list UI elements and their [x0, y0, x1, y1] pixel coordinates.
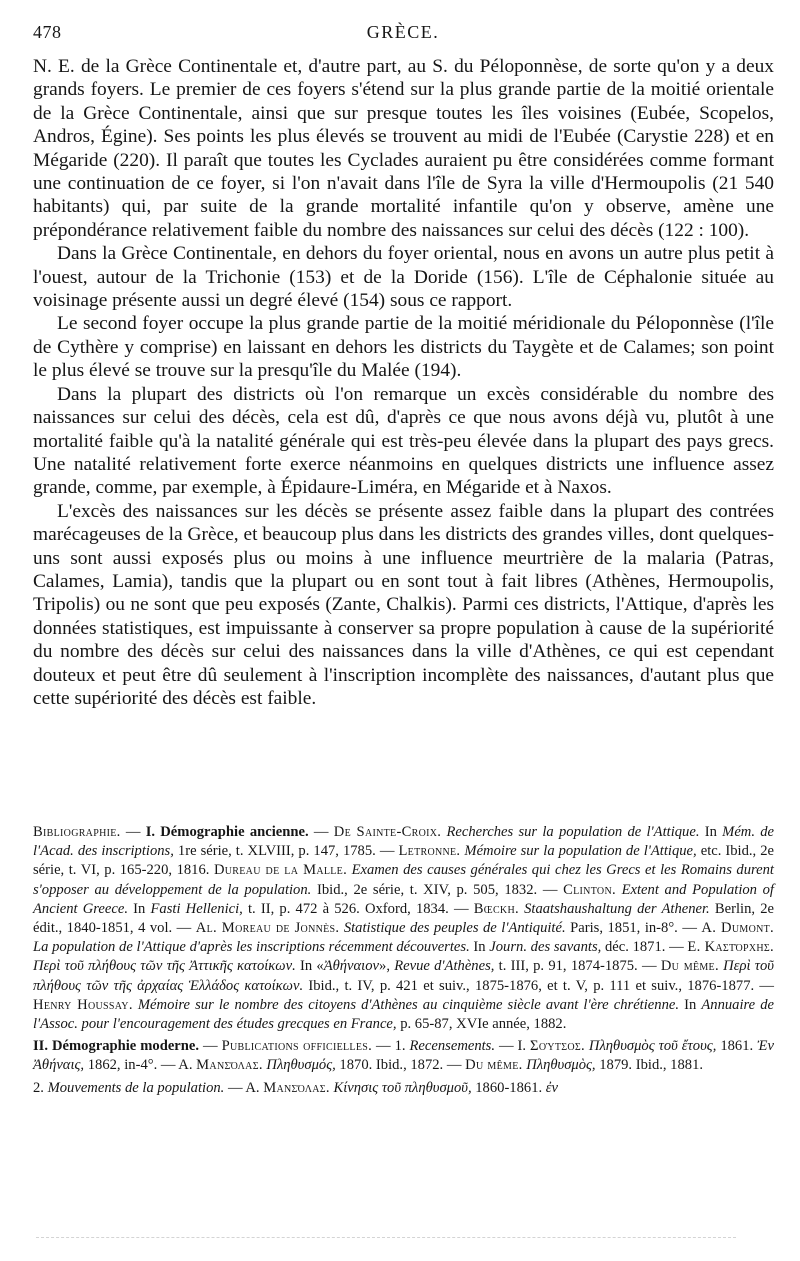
biblio-ancient: Bibliographie. — I. Démographie ancienne. — De Sainte-Croix. Recherches sur la population de l'Attique. In Mém. de l'Acad. des inscriptions, 1re série, t. XLVIII, p. 147, 1785. — Letronne. Mémoire sur la population de l'Attique, etc. Ibid., 2e série, t. VI, p. 165-220, 1816. Dureau de la Malle. Examen des causes générales qui chez les Grecs et les Romains durent s'opposer au développement de la population. Ibid., 2e série, t. XIV, p. 505, 1832. — Clinton. Extent and Population of Ancient Greece. In Fasti Hellenici, t. II, p. 472 à 526. Oxford, 1834. — Bœckh. Staatshaushaltung der Athener. Berlin, 2e édit., 1840-1851, 4 vol. — Al. Moreau de Jonnès. Statistique des peuples de l'Antiquité. Paris, 1851, in-8°. — A. Dumont. La population de l'Attique d'après les inscriptions récemment découvertes. In Journ. des savants, déc. 1871. — E. Καστόρχης. Περὶ τοῦ πλήθους τῶν τῆς Ἀττικῆς κατοίκων. In «Ἀθήναιον», Revue d'Athènes, t. III, p. 91, 1874-1875. — Du même. Περὶ τοῦ πλήθους τῶν τῆς ἀρχαίας Ἑλλάδος κατοίκων. Ibid., t. IV, p. 421 et suiv., 1875-1876, et t. V, p. 111 et suiv., 1876-1877. — Henry Houssay. Mémoire sur le nombre des citoyens d'Athènes au cinquième siècle avant l'ère chrétienne. In Annuaire de l'Assoc. pour l'encouragement des études grecques en France, p. 65-87, XVIe année, 1882. — [33, 824, 775, 1033]
author: Σούτσος. — [530, 1038, 585, 1055]
author: Letronne. — [398, 843, 461, 860]
section-heading: II. Démographie moderne. — [33, 1038, 200, 1055]
paragraph-4: Dans la plupart des districts où l'on remarque un excès considérable du nombre des naissances sur celui des décès, cela est dû, d'après ce que nous avons déjà vu, plutôt à une mortalité faible qu'à la natalité générale qui est très-peu élevée dans la plupart des pays grecs. Une natalité relativement forte exerce néanmoins en quelques districts une influence assez grande, comme, par exemple, à Épidaure-Liméra, en Mégaride et à Naxos. — [33, 383, 774, 499]
author: Clinton. — [563, 881, 616, 898]
paragraph-5: L'excès des naissances sur les décès se présente assez faible dans la plupart des contrées marécageuses de la Grèce, et beaucoup plus dans les districts des grandes villes, dont quelques-uns sont aussi exposés plus ou moins à une influence meurtrière de la malaria (Patras, Calames, Lamia), tandis que la plupart ou en sont tout à fait libres (Athènes, Hermoupolis, Tripolis) ou ne sont que peu exposés (Zante, Chalkis). Parmi ces districts, l'Attique, d'après les données statistiques, est impuissante à conserver sa propre population à cause de la supériorité du nombre des décès sur celui des naissances dans la ville d'Athènes, ce qui est cependant douteux et peut être dû seulement à l'inscription incomplète des naissances, d'autant plus que cette supériorité des décès est faible. — [33, 500, 774, 709]
biblio-movements: 2. Mouvements de la population. — A. Μανσόλας. Κίνησις τοῦ πληθυσμοῦ, 1860-1861. ἐν — [33, 1079, 559, 1096]
author: Du même. — [465, 1057, 523, 1074]
main-text — [33, 55, 774, 710]
author: De Sainte-Croix. — [333, 824, 442, 840]
page-number: 478 — [33, 22, 62, 42]
author: Henry Houssay. — [33, 996, 133, 1013]
bibliography — [33, 823, 774, 1101]
author: Dureau de la Malle. — [213, 862, 348, 879]
biblio-label: Bibliographie. — [33, 824, 121, 840]
work-title: Recherches sur la population de l'Attique. — [441, 824, 700, 840]
running-title: GRÈCE. — [366, 22, 440, 42]
biblio-modern: II. Démographie moderne. — Publications officielles. — 1. Recensements. — I. Σούτσος. Πληθυσμὸς τοῦ ἔτους, 1861. Ἐν Ἀθήναις, 1862, in-4°. — A. Μανσόλας. Πληθυσμός, 1870. Ibid., 1872. — Du même. Πληθυσμὸς, 1879. Ibid., 1881. — [33, 1038, 774, 1074]
paragraph-3: Le second foyer occupe la plus grande partie de la moitié méridionale du Péloponnèse (l'île de Cythère y comprise) en laissant en dehors les districts du Taygète et de Calames; son point le plus élevé se trouve sur la presqu'île du Malée (194). — [33, 313, 774, 382]
paragraph-2: Dans la Grèce Continentale, en dehors du foyer oriental, nous en avons un autre plus petit à l'ouest, autour de la Trichonie (153) et de la Doride (156). L'île de Céphalonie située au voisinage présente aussi un degré élevé (154) sous ce rapport. — [33, 243, 774, 312]
author: Μανσόλας. — [263, 1079, 330, 1096]
section-heading: I. Démographie ancienne. — [145, 824, 309, 840]
running-header — [33, 18, 773, 48]
author: Du même. — [660, 958, 719, 975]
author: Publications officielles. — [221, 1038, 373, 1055]
author: A. Dumont. — [701, 920, 774, 937]
author: Bœckh. — [473, 900, 519, 917]
author: Al. Moreau de Jonnès. — [195, 920, 340, 937]
author: E. Καστόρχης. — [687, 939, 774, 956]
author: Μανσόλας. — [196, 1057, 263, 1074]
page-bottom-rule — [36, 1237, 736, 1238]
paragraph-1: N. E. de la Grèce Continentale et, d'autre part, au S. du Péloponnèse, de sorte qu'on y a deux grands foyers. Le premier de ces foyers s'étend sur la plus grande partie de la moitié orientale de la Grèce Continentale, ainsi que sur presque toutes les îles voisines (Eubée, Scopelos, Andros, Égine). Ses points les plus élevés se trouvent au midi de l'Eubée (Carystie 228) et en Mégaride (220). Il paraît que toutes les Cyclades auraient pu être considérées comme formant une continuation de ce foyer, si l'on n'avait dans l'île de Syra la ville d'Hermoupolis (21 540 habitants) qui, par suite de la grande mortalité infantile qu'on y observe, amène une prépondérance relativement faible du nombre des naissances sur celui des décès (122 : 100). — [33, 56, 774, 241]
